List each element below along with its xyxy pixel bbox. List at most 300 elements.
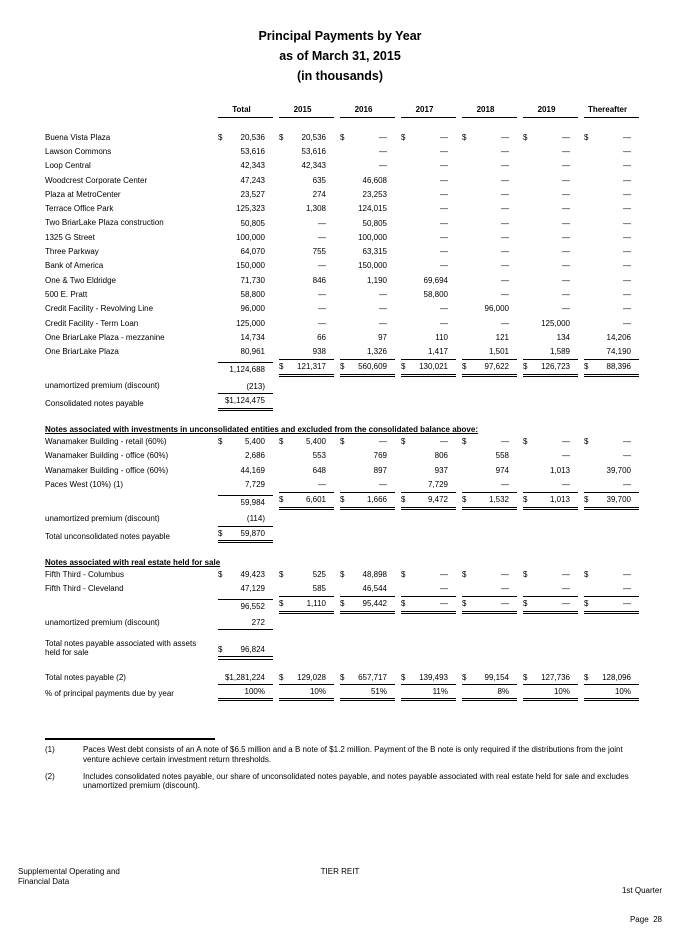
cell-value <box>279 204 334 216</box>
table-cell <box>273 190 334 202</box>
cell-value <box>462 204 517 216</box>
amount: $1,124,475 <box>224 396 265 406</box>
cell-value <box>523 584 578 596</box>
amount: 560,609 <box>358 362 387 372</box>
amount: 97 <box>378 332 387 342</box>
cell-value <box>523 276 578 288</box>
amount: — <box>623 437 631 447</box>
cell-value <box>340 304 395 316</box>
table-cell <box>517 359 578 377</box>
table-cell <box>456 480 517 492</box>
cell-value <box>401 133 456 145</box>
cell-value <box>462 451 517 463</box>
cell-value <box>462 133 517 145</box>
column-header-row <box>45 102 639 118</box>
cell-value <box>462 333 517 345</box>
amount: 124,015 <box>358 204 387 214</box>
cell-value <box>462 466 517 478</box>
amount: 272 <box>251 617 265 627</box>
table-cell <box>456 451 517 463</box>
table-row <box>45 330 639 344</box>
cell-value <box>462 161 517 173</box>
cell-value <box>340 219 395 231</box>
cell-value <box>462 233 517 245</box>
cell-value <box>523 532 578 544</box>
cell-value <box>340 333 395 345</box>
dollar-sign: $ <box>584 672 589 682</box>
table-cell <box>273 290 334 302</box>
table-cell <box>273 399 334 411</box>
table-cell <box>273 584 334 596</box>
row-label: One & Two Eldridge <box>45 275 117 285</box>
table-cell <box>456 687 517 702</box>
cell-value <box>523 147 578 159</box>
amount: — <box>562 161 570 171</box>
amount: 66 <box>317 332 326 342</box>
table-cell <box>212 687 273 702</box>
table-cell <box>273 319 334 331</box>
cell-value <box>279 673 334 686</box>
cell-value <box>523 687 578 702</box>
table-cell <box>273 480 334 492</box>
table-cell <box>456 532 517 544</box>
table-cell <box>273 247 334 259</box>
cell-value <box>462 382 517 394</box>
table-cell <box>578 399 639 411</box>
table-cell <box>578 319 639 331</box>
table-cell <box>212 451 273 463</box>
amount: 10% <box>553 686 570 696</box>
amount: — <box>623 147 631 157</box>
amount: 657,717 <box>358 672 387 682</box>
dollar-sign: $ <box>279 132 284 142</box>
cell-value <box>218 437 273 449</box>
amount: 53,616 <box>301 147 326 157</box>
amount: 121,317 <box>297 362 326 372</box>
amount: — <box>562 451 570 461</box>
amount: — <box>562 132 570 142</box>
table-cell <box>578 514 639 526</box>
cell-value <box>279 233 334 245</box>
table-cell <box>334 204 395 216</box>
table-cell <box>395 687 456 702</box>
table-cell <box>212 319 273 331</box>
cell-value <box>523 333 578 345</box>
cell-value <box>279 514 334 526</box>
cell-value <box>584 247 639 259</box>
amount: 47,129 <box>240 584 265 594</box>
amount: 139,493 <box>419 672 448 682</box>
amount: — <box>440 161 448 171</box>
table-cell <box>395 359 456 377</box>
cell-value <box>462 247 517 259</box>
amount: 585 <box>312 584 326 594</box>
cell-value <box>523 290 578 302</box>
row-label: Two BriarLake Plaza construction <box>45 218 164 228</box>
table-cell <box>395 596 456 614</box>
table-cell <box>273 359 334 377</box>
table-cell <box>456 147 517 159</box>
footer-left <box>18 867 237 944</box>
cell-value <box>401 276 456 288</box>
cell-value <box>584 333 639 345</box>
dollar-sign: $ <box>584 495 589 505</box>
amount: — <box>318 480 326 490</box>
table-cell <box>273 596 334 614</box>
column-header-cell <box>395 105 456 119</box>
amount: 58,800 <box>423 290 448 300</box>
cell-value <box>279 596 334 614</box>
table-row <box>45 316 639 330</box>
cell-value <box>523 133 578 145</box>
cell-value <box>340 480 395 492</box>
amount: 558 <box>495 451 509 461</box>
amount: 974 <box>495 465 509 475</box>
column-header-cell <box>334 105 395 119</box>
cell-value <box>401 359 456 377</box>
table-cell <box>273 619 334 631</box>
table-cell <box>517 570 578 582</box>
amount: — <box>623 175 631 185</box>
amount: — <box>318 218 326 228</box>
amount: — <box>440 261 448 271</box>
cell-value <box>523 570 578 582</box>
table-cell <box>334 382 395 394</box>
table-cell <box>517 261 578 273</box>
amount: 100% <box>244 686 265 696</box>
amount: 1,308 <box>305 204 326 214</box>
table-cell <box>517 480 578 492</box>
cell-value <box>462 261 517 273</box>
table-cell <box>212 219 273 231</box>
dollar-sign: $ <box>279 599 284 609</box>
row-label: One BriarLake Plaza <box>45 347 119 357</box>
amount: 96,552 <box>240 602 265 612</box>
cell-value <box>523 359 578 377</box>
amount: — <box>440 132 448 142</box>
amount: 1,417 <box>427 347 448 357</box>
table-cell <box>578 584 639 596</box>
column-header-spacer <box>45 116 212 118</box>
footer-right <box>443 867 662 944</box>
amount: 274 <box>312 189 326 199</box>
cell-value <box>340 261 395 273</box>
table-row <box>45 187 639 201</box>
amount: 553 <box>312 451 326 461</box>
table-cell <box>456 290 517 302</box>
cell-value <box>401 190 456 202</box>
table-cell <box>395 649 456 661</box>
row-label: Buena Vista Plaza <box>45 132 111 142</box>
cell-value <box>584 649 639 661</box>
amount: 10% <box>614 686 631 696</box>
table-cell <box>334 319 395 331</box>
cell-value <box>218 176 273 188</box>
amount: — <box>501 318 509 328</box>
cell-value <box>218 190 273 202</box>
table-cell <box>456 399 517 411</box>
table-cell <box>517 584 578 596</box>
table-cell <box>273 492 334 510</box>
table-cell <box>578 570 639 582</box>
amount: 53,616 <box>240 147 265 157</box>
amount: — <box>440 569 448 579</box>
amount: 150,000 <box>358 261 387 271</box>
table-cell <box>212 673 273 686</box>
amount: — <box>562 261 570 271</box>
row-label: 1325 G Street <box>45 232 95 242</box>
cell-value <box>401 480 456 492</box>
table-cell <box>334 451 395 463</box>
cell-value <box>279 276 334 288</box>
amount: — <box>501 204 509 214</box>
table-row <box>45 581 639 595</box>
amount: — <box>440 204 448 214</box>
cell-value <box>340 247 395 259</box>
amount: 648 <box>312 465 326 475</box>
table-cell <box>212 290 273 302</box>
table-cell <box>273 687 334 702</box>
table-cell <box>273 219 334 231</box>
amount: 97,622 <box>484 362 509 372</box>
table-cell <box>334 247 395 259</box>
row-label: Total unconsolidated notes payable <box>45 531 170 541</box>
row-label <box>45 612 212 614</box>
cell-value <box>401 290 456 302</box>
table-cell <box>578 347 639 359</box>
column-header-cell <box>456 105 517 119</box>
amount: — <box>440 218 448 228</box>
amount: — <box>440 189 448 199</box>
table-row <box>45 668 639 685</box>
cell-value <box>462 219 517 231</box>
amount: 846 <box>312 275 326 285</box>
table-cell <box>456 233 517 245</box>
amount: — <box>318 290 326 300</box>
amount: 121 <box>495 332 509 342</box>
cell-value <box>279 147 334 159</box>
amount: — <box>501 175 509 185</box>
cell-value <box>401 570 456 582</box>
table-cell <box>334 347 395 359</box>
amount: — <box>623 451 631 461</box>
dollar-sign: $ <box>584 132 589 142</box>
table-cell <box>578 687 639 702</box>
row-label <box>45 508 212 510</box>
table-row <box>45 477 639 491</box>
cell-value <box>340 359 395 377</box>
cell-value <box>584 596 639 614</box>
table-cell <box>517 687 578 702</box>
cell-value <box>279 219 334 231</box>
amount: 10% <box>309 686 326 696</box>
amount: 48,898 <box>362 569 387 579</box>
table-cell <box>212 333 273 345</box>
amount: 1,013 <box>549 465 570 475</box>
cell-value <box>584 570 639 582</box>
amount: — <box>501 290 509 300</box>
amount: — <box>562 175 570 185</box>
table-cell <box>212 382 273 394</box>
table-cell <box>578 382 639 394</box>
cell-value <box>340 437 395 449</box>
amount: 150,000 <box>236 261 265 271</box>
cell-value <box>218 147 273 159</box>
amount: 14,206 <box>606 332 631 342</box>
table-row <box>45 259 639 273</box>
table-row <box>45 492 639 510</box>
amount: 1,666 <box>366 495 387 505</box>
amount: — <box>440 147 448 157</box>
row-label: Loop Central <box>45 161 91 171</box>
cell-value <box>279 161 334 173</box>
cell-value <box>218 161 273 173</box>
table-cell <box>517 190 578 202</box>
table-cell <box>517 399 578 411</box>
table-cell <box>212 362 273 377</box>
cell-value <box>340 290 395 302</box>
cell-value <box>523 649 578 661</box>
amount: — <box>562 247 570 257</box>
cell-value <box>584 347 639 359</box>
table-cell <box>395 204 456 216</box>
amount: 95,442 <box>362 599 387 609</box>
amount: — <box>379 480 387 490</box>
amount: 63,315 <box>362 247 387 257</box>
dollar-sign: $ <box>401 132 406 142</box>
cell-value <box>279 359 334 377</box>
cell-value <box>523 204 578 216</box>
cell-value <box>279 133 334 145</box>
cell-value <box>523 673 578 686</box>
amount: 96,824 <box>240 644 265 654</box>
cell-value <box>401 584 456 596</box>
table-row <box>45 512 639 526</box>
amount: — <box>501 161 509 171</box>
table-cell <box>334 532 395 544</box>
cell-value <box>279 437 334 449</box>
table-cell <box>395 161 456 173</box>
cell-value <box>340 319 395 331</box>
footnote-1 <box>45 745 647 765</box>
cell-value <box>584 532 639 544</box>
amount: 134 <box>556 332 570 342</box>
cell-value <box>462 399 517 411</box>
cell-value <box>584 261 639 273</box>
amount: 46,608 <box>362 175 387 185</box>
table-cell <box>456 190 517 202</box>
table-cell <box>517 161 578 173</box>
row-label: unamortized premium (discount) <box>45 514 160 524</box>
table-cell <box>456 514 517 526</box>
table-cell <box>334 290 395 302</box>
table-cell <box>334 649 395 661</box>
cell-value <box>340 399 395 411</box>
table-cell <box>456 570 517 582</box>
table-row <box>45 144 639 158</box>
row-label: Woodcrest Corporate Center <box>45 175 148 185</box>
dollar-sign: $ <box>279 495 284 505</box>
amount: — <box>440 599 448 609</box>
table-cell <box>212 261 273 273</box>
cell-value <box>218 304 273 316</box>
amount: — <box>501 218 509 228</box>
amount: 51% <box>370 686 387 696</box>
amount: — <box>501 569 509 579</box>
table-cell <box>578 359 639 377</box>
table-cell <box>273 570 334 582</box>
cell-value <box>340 673 395 686</box>
amount: 125,000 <box>541 318 570 328</box>
cell-value <box>279 261 334 273</box>
cell-value <box>584 359 639 377</box>
cell-value <box>279 382 334 394</box>
table-cell <box>456 673 517 686</box>
row-label: Terrace Office Park <box>45 204 114 214</box>
table-cell <box>578 233 639 245</box>
amount: 44,169 <box>240 465 265 475</box>
row-label: Total notes payable (2) <box>45 673 126 683</box>
table-row <box>45 230 639 244</box>
table-cell <box>456 437 517 449</box>
cell-value <box>523 319 578 331</box>
cell-value <box>401 333 456 345</box>
row-label: Wanamaker Building - retail (60%) <box>45 437 167 447</box>
dollar-sign: $ <box>401 495 406 505</box>
footnotes <box>45 738 647 798</box>
table-cell <box>578 649 639 661</box>
table-cell <box>517 514 578 526</box>
amount: 9,472 <box>427 495 448 505</box>
amount: — <box>623 261 631 271</box>
column-header: 2015 <box>279 105 334 119</box>
cell-value <box>401 687 456 702</box>
table-cell <box>456 492 517 510</box>
footer-center: TIER REIT <box>320 867 360 876</box>
amount: 937 <box>434 465 448 475</box>
dollar-sign: $ <box>340 569 345 579</box>
cell-value <box>584 466 639 478</box>
amount: 1,532 <box>488 495 509 505</box>
amount: 635 <box>312 175 326 185</box>
amount: — <box>623 218 631 228</box>
title-line-2: as of March 31, 2015 <box>279 49 401 63</box>
table-row <box>45 287 639 301</box>
dollar-sign: $ <box>218 437 223 447</box>
table-row <box>45 616 639 630</box>
table-cell <box>273 304 334 316</box>
amount: — <box>562 437 570 447</box>
amount: — <box>623 161 631 171</box>
table-cell <box>517 492 578 510</box>
table-cell <box>273 204 334 216</box>
amount: 64,070 <box>240 247 265 257</box>
column-header-cell <box>517 105 578 119</box>
table-cell <box>273 161 334 173</box>
cell-value <box>584 161 639 173</box>
amount: 59,870 <box>240 528 265 538</box>
amount: — <box>501 147 509 157</box>
cell-value <box>462 147 517 159</box>
amount: — <box>440 175 448 185</box>
row-label: Paces West (10%) (1) <box>45 479 124 489</box>
cell-value <box>462 584 517 596</box>
table-cell <box>273 532 334 544</box>
table-cell <box>517 304 578 316</box>
amount: 59,984 <box>240 498 265 508</box>
cell-value <box>340 176 395 188</box>
cell-value <box>523 233 578 245</box>
